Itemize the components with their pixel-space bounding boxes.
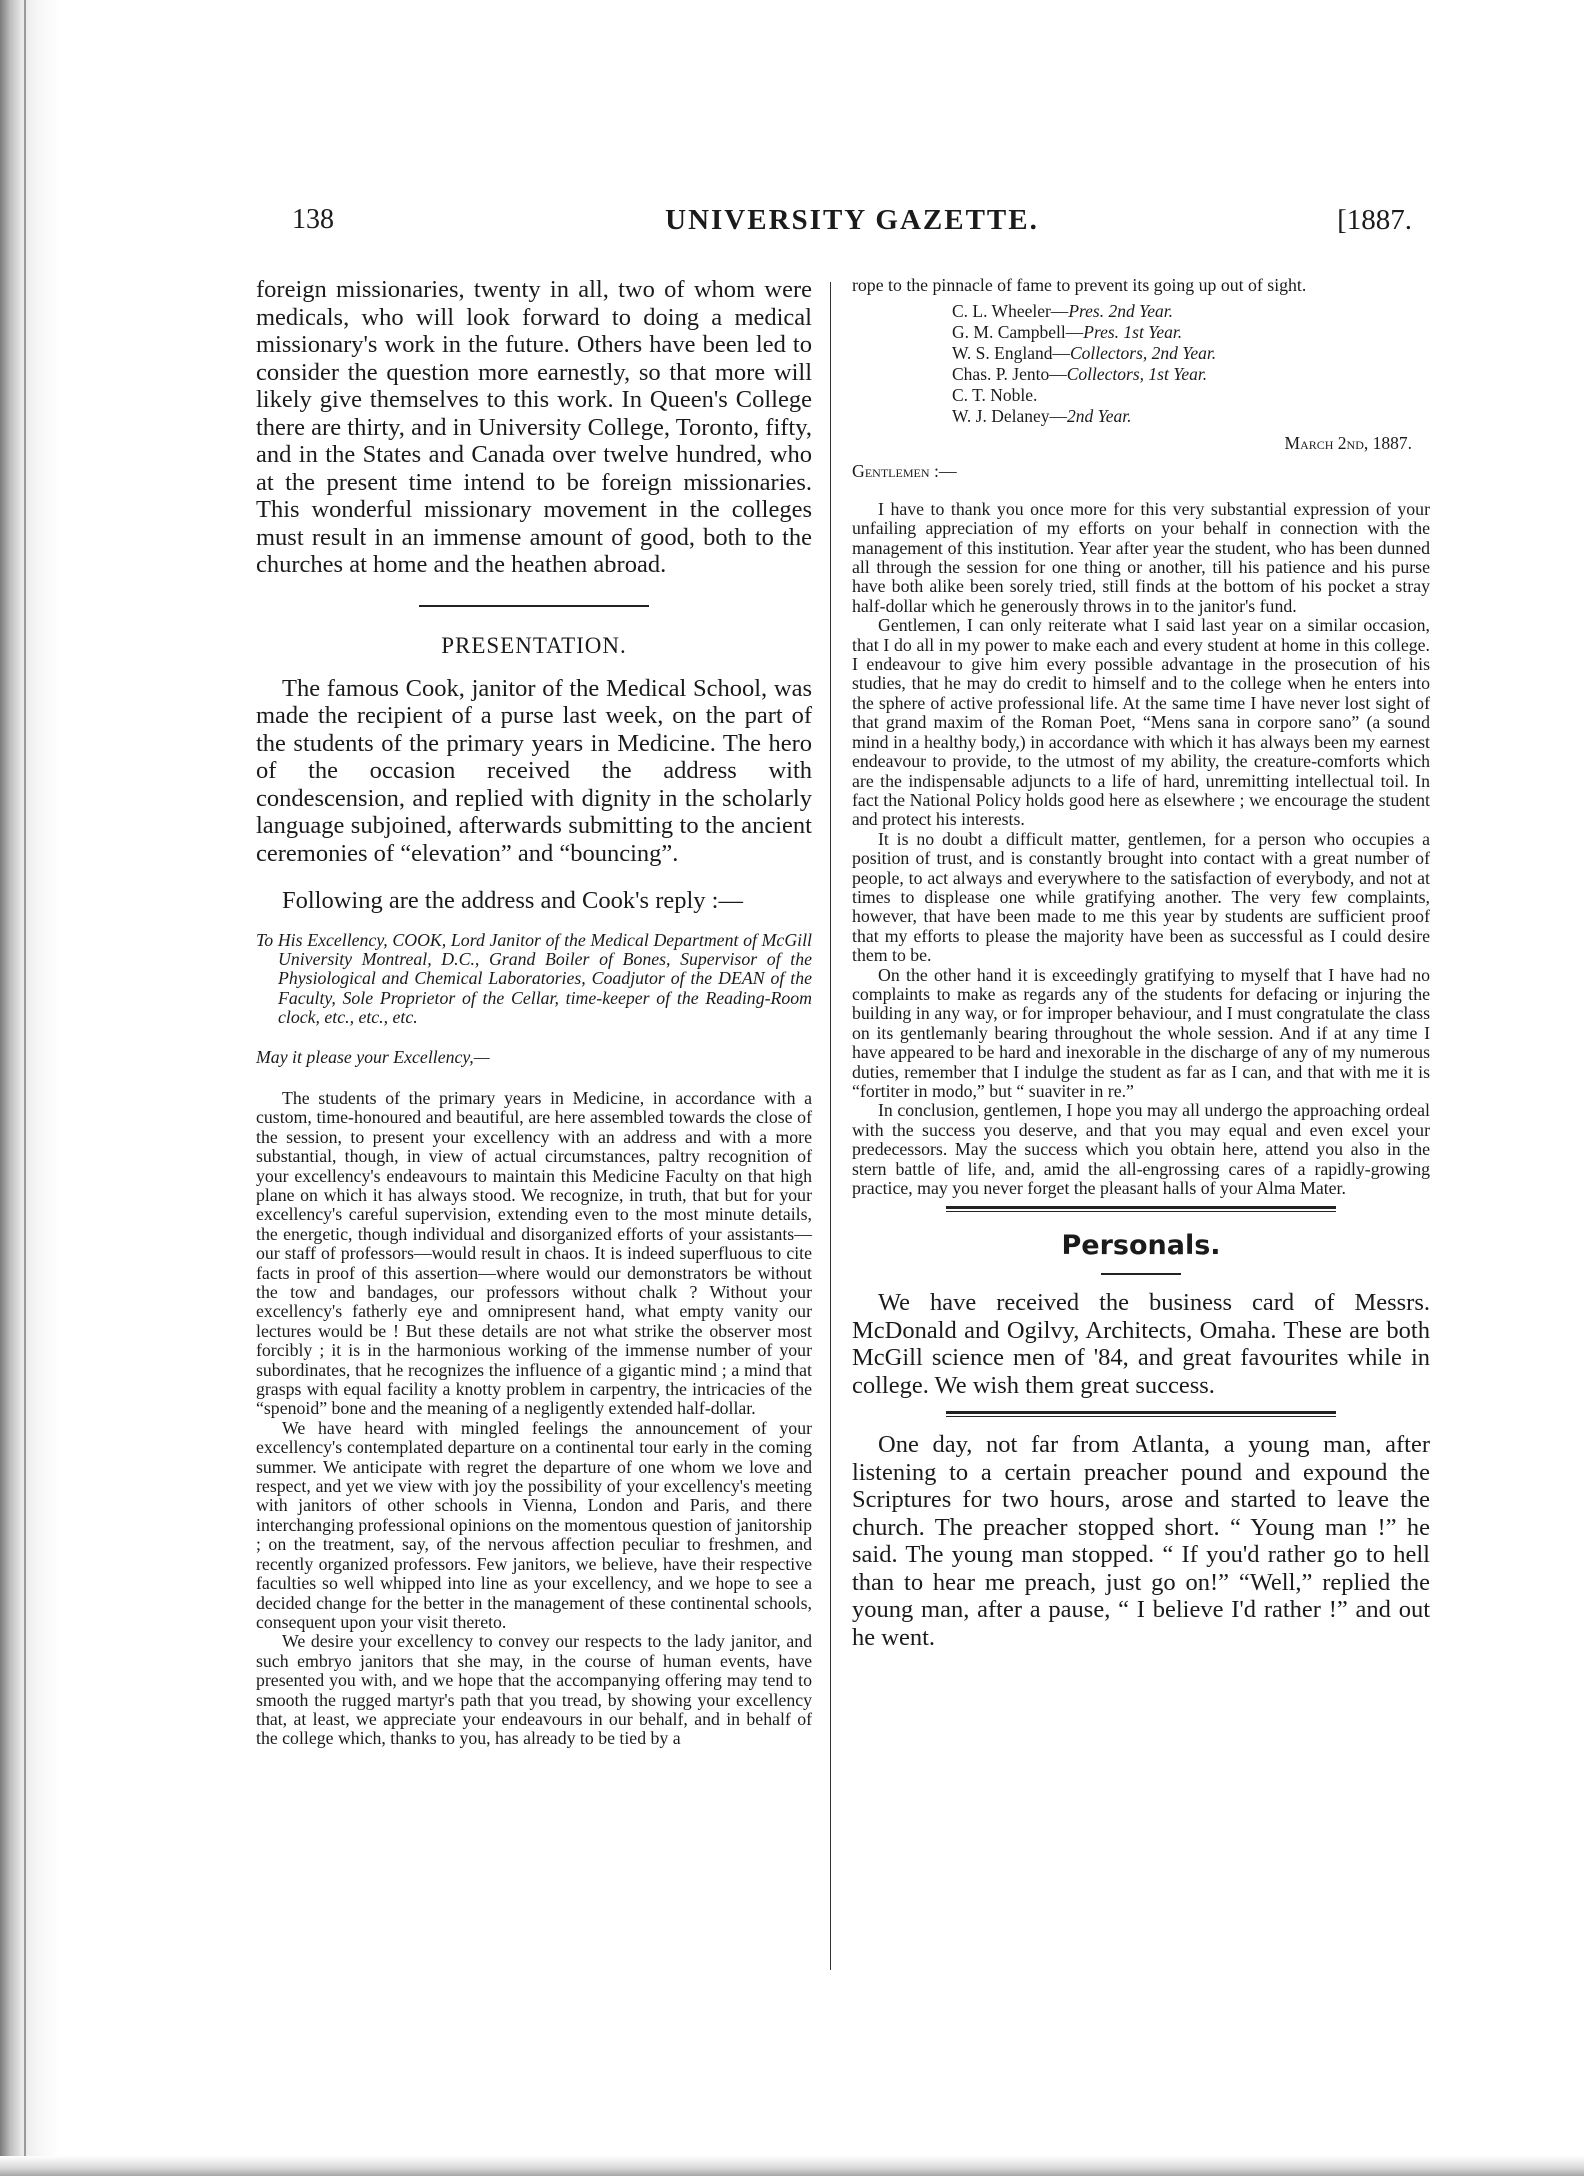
left-column <box>256 276 812 1749</box>
address-continuation: rope to the pinnacle of fame to prevent its going up out of sight. <box>852 275 1307 295</box>
signer: W. J. Delaney—2nd Year. <box>952 406 1132 427</box>
personals-paragraph: We have received the business card of Messrs. McDonald and Ogilvy, Architects, Omaha. These are both McGill science men of '84, and great favourites while in college. We wish them great success. <box>852 1289 1430 1399</box>
double-rule <box>946 1411 1336 1417</box>
title-underline <box>1101 1273 1181 1275</box>
signer: C. T. Noble. <box>952 385 1038 406</box>
presentation-title: PRESENTATION. <box>441 632 627 658</box>
scan-bottom-edge <box>0 2156 1584 2176</box>
page-header <box>292 204 1412 254</box>
reply-paragraph-1: I have to thank you once more for this very substantial expression of your unfailing appreciation of my efforts on your behalf in connection with the management of this institution. Year after year the student, who has been dunned all through the session for one thing or another, till his patience and his purse have both alike been sorely tried, still finds at the bottom of his pocket a stray half-dollar which he generously throws in to the janitor's fund. <box>852 498 1430 616</box>
signer: W. S. England—Collectors, 2nd Year. <box>952 343 1217 364</box>
presentation-paragraph: The famous Cook, janitor of the Medical School, was made the recipient of a purse last week, on the part of the students of the primary years in Medicine. The hero of the occasion received the address with condescension, and replied with dignity in the scholarly language subjoined, afterwards submitting to the ancient ceremonies of “elevation” and “bouncing”. <box>256 674 812 867</box>
double-rule <box>946 1206 1336 1212</box>
address-paragraph-2: We have heard with mingled feelings the announcement of your excellency's contemplated departure on a continental tour early in the coming summer. We anticipate with regret the departure of one whom we love and respect, and yet we view with joy the possibility of your excellency's meeting with janitors of other schools in Vienna, London and Paris, and there interchanging professional opinions on the momentous question of janitorship ; on the treatment, say, of the nervous affection peculiar to freshmen, and recently organized professors. Few janitors, we believe, have their respective faculties so well whipped into line as your excellency, and we hope to see a decided change for the better in the management of these continental schools, consequent upon your visit thereto. <box>256 1417 812 1632</box>
right-column <box>852 276 1430 1651</box>
address-paragraph-3: We desire your excellency to convey our respects to the lady janitor, and such embryo janitors that she may, in the course of human events, have presented you with, and we hope that the accompanying offering may tend to smooth the rugged martyr's path that you tread, by showing your excellency that, at least, we appreciate your endeavours in our behalf, and in behalf of the college which, thanks to you, has already to be tied by a <box>256 1631 812 1749</box>
signers-list <box>952 301 1430 427</box>
journal-title: UNIVERSITY GAZETTE. <box>665 204 1039 236</box>
dedication: To His Excellency, COOK, Lord Janitor of the Medical Department of McGill University Montreal, D.C., Grand Boiler of Bones, Supervisor of the Physiological and Chemical Laboratories, Coadjutor of the DEAN of the Faculty, Sole Proprietor of the Cellar, time-keeper of the Reading-Room clock, etc., etc., etc. <box>256 929 812 1028</box>
reply-paragraph-5: In conclusion, gentlemen, I hope you may all undergo the approaching ordeal with the success you deserve, and that you may equal and even excel your predecessors. May the success which you obtain here, attend you also in the stern battle of life, and, amid the all-engrossing cares of a rapidly-growing practice, may you never forget the pleasant halls of your Alma Mater. <box>852 1100 1430 1199</box>
scan-left-edge <box>0 0 60 2176</box>
signer: Chas. P. Jento—Collectors, 1st Year. <box>952 364 1208 385</box>
anecdote-paragraph: One day, not far from Atlanta, a young man, after listening to a certain preacher pound and expound the Scriptures for two hours, arose and started to leave the church. The preacher stopped short. “ Young man !” he said. The young man stopped. “ If you'd rather go to hell than to hear me preach, just go on!” “Well,” replied the young man, after a pause, “ I believe I'd rather !” and out he went. <box>852 1431 1430 1651</box>
signer: C. L. Wheeler—Pres. 2nd Year. <box>952 301 1174 322</box>
reply-paragraph-4: On the other hand it is exceedingly gratifying to myself that I have had no complaints to make as regards any of the students for defacing or injuring the building in any way, or for improper behaviour, and I must congratulate the class on its gentlemanly bearing throughout the whole session. And if at any time I have appeared to be hard and inexorable in the discharge of any of my numerous duties, remember that I indulge the student as far as I can, and that with me it is “fortiter in modo,” but “ suaviter in re.” <box>852 964 1430 1101</box>
gentlemen-salutation: Gentlemen :— <box>852 461 957 482</box>
letter-date: March 2nd, 1887. <box>1284 433 1412 454</box>
salutation: May it please your Excellency,— <box>256 1046 490 1067</box>
page-number: 138 <box>292 204 334 235</box>
scan-edge-line <box>24 0 26 2176</box>
missionaries-paragraph: foreign missionaries, twenty in all, two of whom were medicals, who will look forward to doing a medical missionary's work in the future. Others have been led to consider the question more earnestly, so that more will likely give themselves to this work. In Queen's College there are thirty, and in University College, Toronto, fifty, and in the States and Canada over twelve hundred, who at the present time intend to be foreign missionaries. This wonderful missionary movement in the colleges must result in an immense amount of good, both to the churches at home and the heathen abroad. <box>256 276 812 578</box>
reply-paragraph-3: It is no doubt a difficult matter, gentlemen, for a person who occupies a position of trust, and is constantly brought into contact with a great number of people, to act always and everywhere to the satisfaction of everybody, and not at times to displease one while gratifying another. The very few complaints, however, that have been made to me this year by students are sufficient proof that my efforts to please the majority have been as successful as I could desire them to be. <box>852 828 1430 966</box>
signer: G. M. Campbell—Pres. 1st Year. <box>952 322 1183 343</box>
address-paragraph-1: The students of the primary years in Medicine, in accordance with a custom, time-honoured and beautiful, are here assembled towards the close of the session, to present your excellency with an address and with a more substantial, though, in view of actual circumstances, paltry recognition of your excellency's endeavours to maintain this Medicine Faculty on that high plane on which it has always stood. We recognize, in truth, that but for your excellency's careful supervision, extending even to the most minute details, the energetic, though individual and disorganized efforts of your assistants—our staff of professors—would result in chaos. It is indeed superfluous to cite facts in proof of this assertion—where would our demonstrators be without the tow and bandages, our professors without chalk ? Without your excellency's fatherly eye and omnipresent hand, what empty vanity our lectures would be ! But these details are not what strike the observer most forcibly ; it is in the harmonious working of the immense number of your subordinates, that he recognizes the influence of a gigantic mind ; a mind that grasps with equal facility a knotty problem in carpentry, the intricacies of the “spenoid” bone and the meaning of a negligently extended half-dollar. <box>256 1087 812 1419</box>
reply-paragraph-2: Gentlemen, I can only reiterate what I said last year on a similar occasion, that I do all in my power to make each and every student at home in this college. I endeavour to give him every possible advantage in the prosecution of his studies, that he may do credit to himself and to the college when he enters into the sphere of active professional life. At the same time I have never lost sight of that grand maxim of the Roman Poet, “Mens sana in corpore sano” (a sound mind in a healthy body,) in accordance with which it has always been my earnest endeavour to provide, to the utmost of my ability, the creature-comforts which are the indispensable adjuncts to a life of hard, unremitting intellectual toil. In fact the National Policy holds good here as elsewhere ; we encourage the student and protect his interests. <box>852 615 1430 830</box>
column-divider <box>830 282 831 1970</box>
following-line: Following are the address and Cook's reply :— <box>282 887 743 914</box>
personals-title: Personals. <box>1061 1230 1221 1262</box>
section-rule <box>419 605 649 607</box>
issue-year: [1887. <box>1337 204 1412 236</box>
